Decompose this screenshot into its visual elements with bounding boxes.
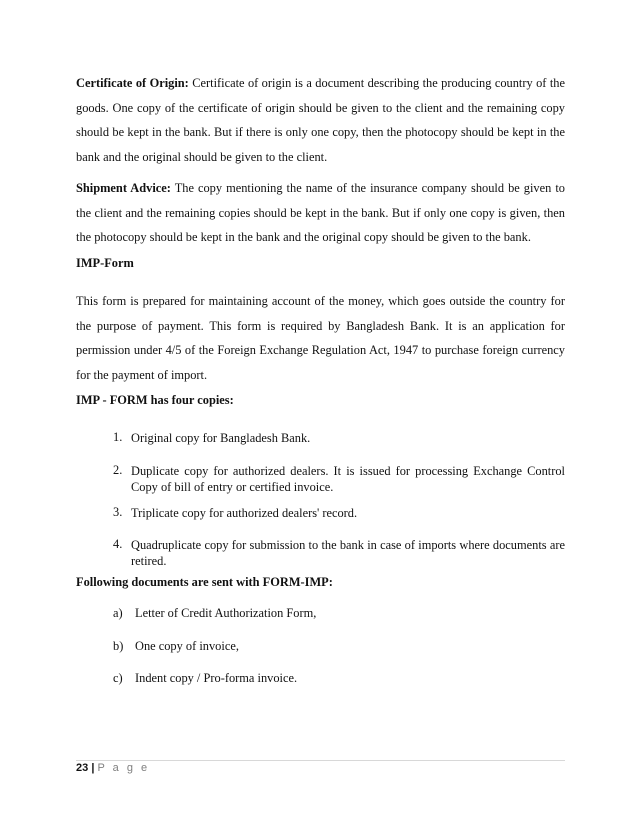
list-item-letter: b)	[113, 639, 124, 653]
copies-heading: IMP - FORM has four copies:	[76, 393, 234, 407]
footer-separator: |	[91, 762, 95, 774]
certificate-of-origin-paragraph	[76, 71, 565, 169]
list-item-number: 2.	[113, 463, 123, 477]
list-item-letter: a)	[113, 606, 123, 620]
shipment-advice-paragraph	[76, 176, 565, 250]
footer-divider	[76, 760, 565, 761]
certificate-of-origin-text: Certificate of origin is a document describing the producing country of the goods. One copy of the certificate of origin should be given to the client and the remaining copy should be kept in the bank. But if there is only one copy, then the photocopy should be kept in the bank and the original should be given to the client.	[76, 76, 565, 164]
certificate-of-origin-lead: Certificate of Origin:	[76, 76, 189, 90]
list-item-text: Triplicate copy for authorized dealers' record.	[131, 506, 358, 520]
shipment-advice-text: The copy mentioning the name of the insurance company should be given to the client and the remaining copies should be kept in the bank. But if only one copy is given, then the photocopy should be kept in the bank and the original copy should be given to the bank.	[76, 181, 565, 244]
documents-heading: Following documents are sent with FORM-IMP:	[76, 575, 333, 589]
imp-form-heading: IMP-Form	[76, 256, 134, 270]
shipment-advice-lead: Shipment Advice:	[76, 181, 171, 195]
page-footer	[76, 762, 150, 774]
list-item-number: 3.	[113, 505, 123, 519]
list-item-letter: c)	[113, 671, 123, 685]
list-item-text: Quadruplicate copy for submission to the bank in case of imports where documents are retired.	[131, 538, 565, 568]
page-label: P a g e	[97, 762, 150, 774]
list-item-text: Indent copy / Pro-forma invoice.	[135, 671, 298, 685]
list-item-text: Original copy for Bangladesh Bank.	[131, 431, 311, 445]
list-item-number: 4.	[113, 537, 123, 551]
list-item-number: 1.	[113, 430, 123, 444]
list-item-text: Letter of Credit Authorization Form,	[135, 606, 317, 620]
list-item-text: Duplicate copy for authorized dealers. It is issued for processing Exchange Control Copy of bill of entry or certified invoice.	[131, 464, 565, 494]
page-number: 23	[76, 762, 89, 774]
imp-form-paragraph: This form is prepared for maintaining account of the money, which goes outside the country for the purpose of payment. This form is required by Bangladesh Bank. It is an application for permission under 4/5 of the Foreign Exchange Regulation Act, 1947 to purchase foreign currency for the payment of import.	[76, 294, 565, 382]
list-item-text: One copy of invoice,	[135, 639, 239, 653]
